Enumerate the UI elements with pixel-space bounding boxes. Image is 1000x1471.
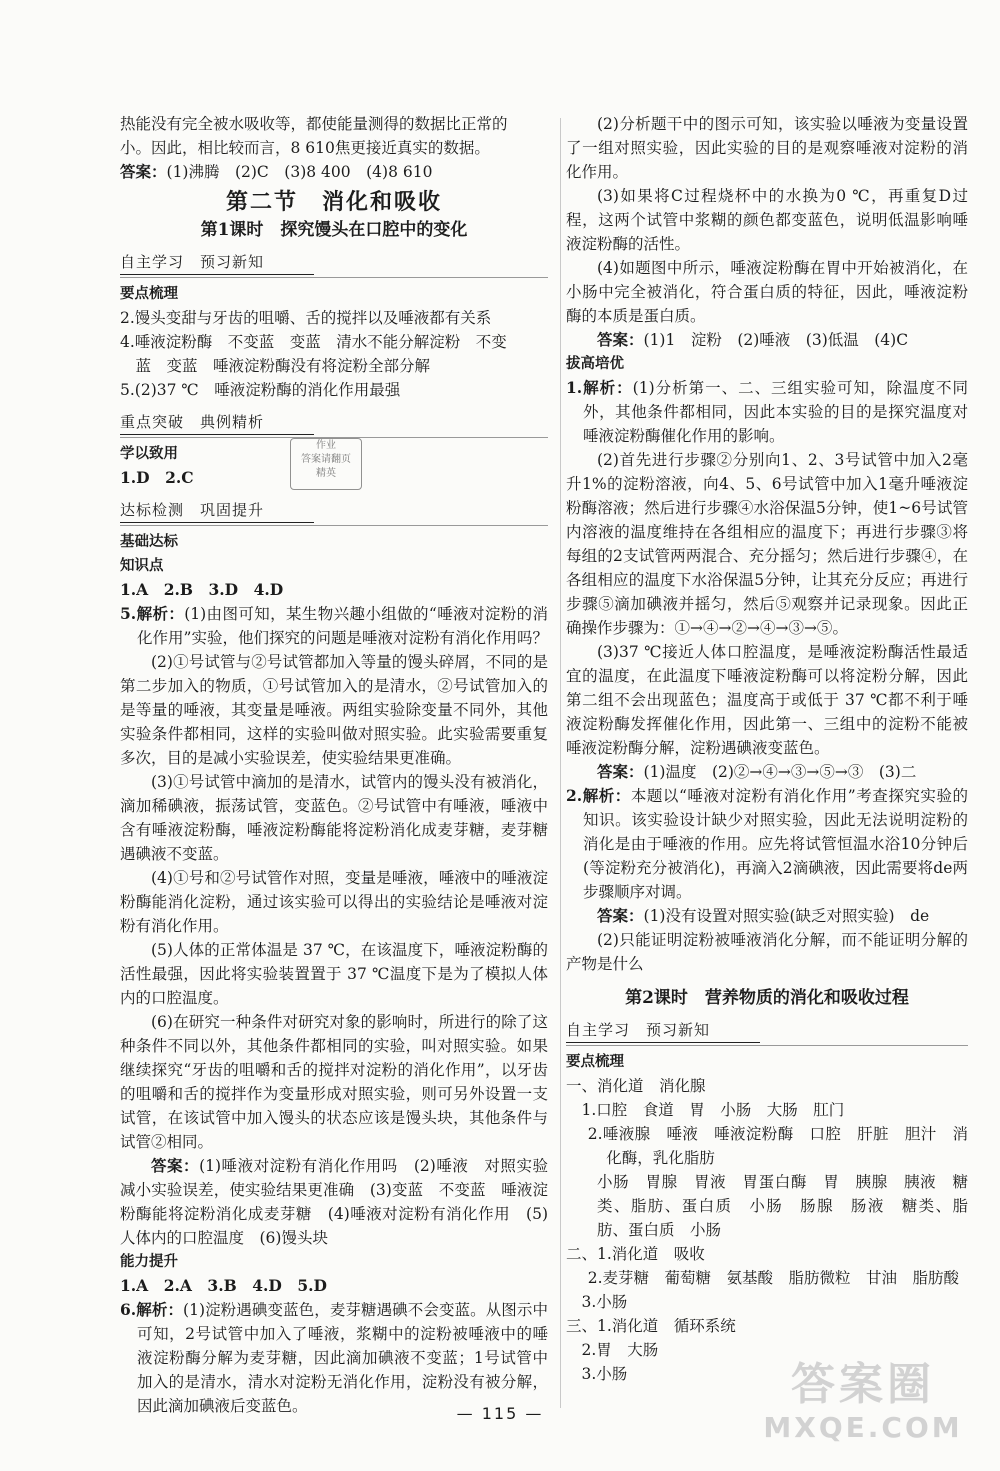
summary-1: 一、消化道 消化腺 (566, 1077, 706, 1095)
a2-answer-1: 答案：(1)没有设置对照实验(缺乏对照实验) de (597, 906, 930, 925)
answer-text: (1)沸腾 (2)C (3)8 400 (4)8 610 (166, 163, 433, 181)
r-answer: 答案：(1)1 淀粉 (2)唾液 (3)低温 (4)C (597, 330, 909, 349)
summary-1-1: 1.口腔 食道 胃 小肠 大肠 肛门 (581, 1101, 845, 1119)
page-number: — 115 — (456, 1404, 544, 1423)
summary-1-2: 2.唾液腺 唾液 唾液淀粉酶 口腔 肝脏 胆汁 消化酶，乳化脂肪 (587, 1125, 968, 1167)
section-title: 第二节 消化和吸收 (225, 189, 442, 215)
answer-line (120, 160, 548, 184)
basic-label: 基础达标 (120, 534, 178, 550)
self-study-bar-2: 自主学习 预习新知 (566, 1014, 968, 1046)
q5-part-1: 5.解析：(1)由图可知，某生物兴趣小组做的“唾液对淀粉的消化作用”实验，他们探究的问题是唾液对淀粉有消化作用吗？ (120, 604, 548, 647)
a1-answer: 答案：(1)温度 (2)②→④→③→⑤→③ (3)二 (597, 762, 917, 781)
summary-3-3: 3.小肠 (581, 1365, 628, 1383)
summary-3-2: 2.胃 大肠 (581, 1341, 659, 1359)
knowledge-label: 知识点 (120, 558, 164, 574)
summary-1-3: 小肠 胃腺 胃液 胃蛋白酶 胃 胰腺 胰液 糖类、脂肪、蛋白质 小肠 肠腺 肠液 糖类、脂肪、蛋白质 小肠 (597, 1173, 968, 1239)
learn-use-answers: 1.D 2.C (120, 468, 194, 487)
knowledge-answers: 1.A 2.B 3.D 4.D (120, 580, 284, 599)
keypoints-label-2: 要点梳理 (566, 1054, 624, 1070)
q5-part-6: (6)在研究一种条件对研究对象的影响时，所进行的除了这种条件不同以外，其他条件都相同的实验，叫对照实验。如果继续探究“牙齿的咀嚼和舌的搅拌对淀粉的消化作用”，以牙齿的咀嚼和舌的搅拌作为变量形成对照实验，则可另外设置一支试管，在该试管中加入馒头的状态应该是馒头块，其他条件与试管②相同。 (120, 1013, 548, 1151)
q5-answer: 答案：(1)唾液对淀粉有消化作用吗 (2)唾液 对照实验 减小实验误差，使实验结果更准确 (3)变蓝 不变蓝 唾液淀粉酶能将淀粉消化成麦芽糖 (4)唾液对淀粉有消化作用 (5)人体内的口腔温度 (6)馒头块 (120, 1156, 564, 1247)
advance-label: 拔高培优 (566, 356, 624, 372)
a1-part-1: 1.解析：(1)分析第一、二、三组实验可知，除温度不同外，其他条件都相同，因此本实验的目的是探究温度对唾液淀粉酶催化作用的影响。 (566, 378, 968, 445)
keypoint-4a: 4.唾液淀粉酶 不变蓝 变蓝 清水不能分解淀粉 不变 (120, 333, 507, 351)
left-column (120, 112, 564, 1418)
summary-2-2: 2.麦芽糖 葡萄糖 氨基酸 脂肪微粒 甘油 脂肪酸 (587, 1269, 959, 1287)
r-part-2: (2)分析题干中的图示可知，该实验以唾液为变量设置了一组对照实验，因此实验的目的是观察唾液对淀粉的消化作用。 (566, 115, 968, 181)
site-watermark: 答案圈 MXQE.COM (763, 1359, 963, 1444)
keypoint-4b: 蓝 变蓝 唾液淀粉酶没有将淀粉全部分解 (135, 357, 431, 375)
column-divider (560, 118, 561, 1408)
q5-part-3: (3)①号试管中滴加的是清水，试管内的馒头没有被消化，滴加稀碘液，振荡试管，变蓝色。②号试管中有唾液，唾液中含有唾液淀粉酶，唾液淀粉酶能将淀粉消化成麦芽糖，麦芽糖遇碘液不变蓝。 (120, 773, 548, 863)
summary-2: 二、1.消化道 吸收 (566, 1245, 705, 1263)
right-column (566, 112, 968, 1386)
a1-part-3: (3)37 ℃接近人体口腔温度，是唾液淀粉酶活性最适宜的温度，在此温度下唾液淀粉酶可以将淀粉分解，因此第二组不会出现蓝色；温度高于或低于 37 ℃都不利于唾液淀粉酶发挥催化作用，因此第一、三组中的淀粉不能被唾液淀粉酶分解，淀粉遇碘液变蓝色。 (566, 643, 968, 757)
continued-line-2: 小。因此，相比较而言，8 610焦更接近真实的数据。 (120, 139, 490, 157)
a2-analysis: 2.解析：本题以“唾液对淀粉有消化作用”考查探究实验的知识。该实验设计缺少对照实验，因此无法说明淀粉的消化是由于唾液的作用。应先将试管恒温水浴10分钟后(等淀粉充分被消化)，再滴入2滴碘液，因此需要将de两步骤顺序对调。 (566, 786, 968, 901)
lesson-2-title: 第2课时 营养物质的消化和吸收过程 (625, 988, 909, 1008)
answer-label: 答案： (120, 162, 167, 181)
summary-3: 三、1.消化道 循环系统 (566, 1317, 736, 1335)
focus-bar: 重点突破 典例精析 (120, 406, 548, 438)
q6-analysis: 6.解析：(1)淀粉遇碘变蓝色，麦芽糖遇碘不会变蓝。从图示中可知，2号试管中加入了唾液，浆糊中的淀粉被唾液中的唾液淀粉酶分解为麦芽糖，因此滴加碘液不变蓝；1号试管中加入的是清水，清水对淀粉无消化作用，淀粉没有被分解，因此滴加碘液后变蓝色。 (120, 1300, 548, 1415)
keypoints-label: 要点梳理 (120, 286, 178, 302)
r-part-3: (3)如果将C过程烧杯中的水换为0 ℃，再重复D过程，这两个试管中浆糊的颜色都变蓝色，说明低温影响唾液淀粉酶的活性。 (566, 187, 968, 253)
ability-answers: 1.A 2.A 3.B 4.D 5.D (120, 1276, 327, 1295)
ability-label: 能力提升 (120, 1254, 178, 1270)
r-part-4: (4)如题图中所示，唾液淀粉酶在胃中开始被消化，在小肠中完全被消化，符合蛋白质的特征，因此，唾液淀粉酶的本质是蛋白质。 (566, 259, 968, 325)
learn-use-label: 学以致用 (120, 446, 178, 462)
continued-line-1: 热能没有完全被水吸收等，都使能量测得的数据比正常的 (120, 115, 508, 133)
q5-part-5: (5)人体的正常体温是 37 ℃，在该温度下，唾液淀粉酶的活性最强，因此将实验装置置于 37 ℃温度下是为了模拟人体内的口腔温度。 (120, 941, 548, 1007)
keypoint-2: 2.馒头变甜与牙齿的咀嚼、舌的搅拌以及唾液都有关系 (120, 309, 492, 327)
q5-part-2: (2)①号试管与②号试管都加入等量的馒头碎屑，不同的是第二步加入的物质，①号试管加入的是清水，②号试管加入的是等量的唾液，其变量是唾液。两组实验除变量不同外，其他实验条件都相同，这样的实验叫做对照实验。此实验需要重复多次，目的是减小实验误差，使实验结果更准确。 (120, 653, 548, 767)
keypoint-5: 5.(2)37 ℃ 唾液淀粉酶的消化作用最强 (120, 381, 401, 399)
q5-part-4: (4)①号和②号试管作对照，变量是唾液，唾液中的唾液淀粉酶能消化淀粉，通过该实验可以得出的实验结论是唾液对淀粉有消化作用。 (120, 869, 548, 935)
a2-answer-2: (2)只能证明淀粉被唾液消化分解，而不能证明分解的产物是什么 (566, 931, 968, 973)
self-study-bar: 自主学习 预习新知 (120, 246, 548, 278)
lesson-1-title: 第1课时 探究馒头在口腔中的变化 (200, 220, 468, 240)
a1-part-2: (2)首先进行步骤②分别向1、2、3号试管中加入2毫升1%的淀粉溶液，向4、5、6号试管中加入1毫升唾液淀粉酶溶液；然后进行步骤④水浴保温5分钟，使1~6号试管内溶液的温度维持在各组相应的温度下；再进行步骤③将每组的2支试管两两混合、充分摇匀；然后进行步骤④，在各组相应的温度下水浴保温5分钟，让其充分反应；再进行步骤⑤滴加碘液并摇匀，然后⑤观察并记录现象。因此正确操作步骤为：①→④→②→④→③→⑤。 (566, 451, 968, 637)
homework-stamp: 作业 答案请翻页 精英 (290, 438, 362, 490)
check-bar: 达标检测 巩固提升 (120, 494, 548, 526)
summary-2-3: 3.小肠 (581, 1293, 628, 1311)
